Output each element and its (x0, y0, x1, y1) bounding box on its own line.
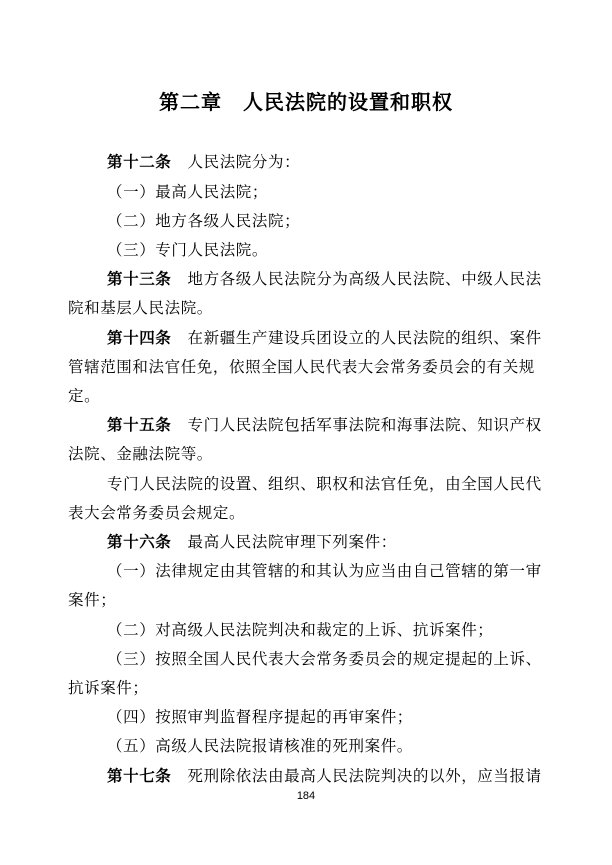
article-13-text-1: 地方各级人民法院分为高级人民法院、中级人民法 (171, 270, 542, 288)
article-16-item-2: （二）对高级人民法院判决和裁定的上诉、抗诉案件； (107, 621, 494, 639)
article-13-line-1 (107, 269, 542, 289)
article-16-line-1 (107, 532, 397, 552)
article-15-text-1: 专门人民法院包括军事法院和海事法院、知识产权 (171, 416, 542, 434)
article-17-number: 第十七条 (107, 767, 172, 785)
article-15-para-2-line-1: 专门人民法院的设置、组织、职权和法官任免，由全国人民代 (107, 475, 542, 493)
article-14-line-2: 管辖范围和法官任免，依照全国人民代表大会常务委员会的有关规 (68, 358, 535, 376)
article-14-line-3: 定。 (68, 387, 101, 405)
article-16-item-4: （四）按照审判监督程序提起的再审案件； (107, 708, 413, 726)
article-16-number: 第十六条 (107, 533, 172, 551)
article-15-para-2-line-2: 表大会常务委员会规定。 (68, 504, 246, 522)
chapter-title: 第二章 人民法院的设置和职权 (159, 90, 453, 114)
article-12-item-2: （二）地方各级人民法院； (107, 212, 301, 230)
article-12-number: 第十二条 (107, 153, 172, 171)
article-15-line-1 (107, 415, 542, 435)
article-13-line-2: 院和基层人民法院。 (68, 299, 213, 317)
article-16-item-5: （五）高级人民法院报请核准的死刑案件。 (107, 737, 413, 755)
article-15-line-2: 法院、金融法院等。 (68, 445, 213, 463)
article-12-text: 人民法院分为： (171, 153, 301, 171)
article-16-item-1-line-1: （一）法律规定由其管辖的和其认为应当由自己管辖的第一审 (107, 562, 542, 580)
article-14-number: 第十四条 (107, 329, 172, 347)
article-17-line-1 (107, 766, 542, 786)
article-17-text-1: 死刑除依法由最高人民法院判决的以外，应当报请 (171, 767, 542, 785)
article-16-item-3-line-2: 抗诉案件； (68, 679, 149, 697)
article-16-item-3-line-1: （三）按照全国人民代表大会常务委员会的规定提起的上诉、 (107, 650, 542, 668)
page-number: 184 (296, 790, 316, 802)
article-15-number: 第十五条 (107, 416, 172, 434)
article-13-number: 第十三条 (107, 270, 172, 288)
article-12-item-1: （一）最高人民法院； (107, 183, 269, 201)
article-14-text-1: 在新疆生产建设兵团设立的人民法院的组织、案件 (171, 329, 542, 347)
article-16-text: 最高人民法院审理下列案件： (171, 533, 397, 551)
article-12-item-3: （三）专门人民法院。 (107, 241, 269, 259)
article-12-line (107, 152, 300, 172)
article-14-line-1 (107, 328, 542, 348)
article-16-item-1-line-2: 案件； (68, 591, 117, 609)
